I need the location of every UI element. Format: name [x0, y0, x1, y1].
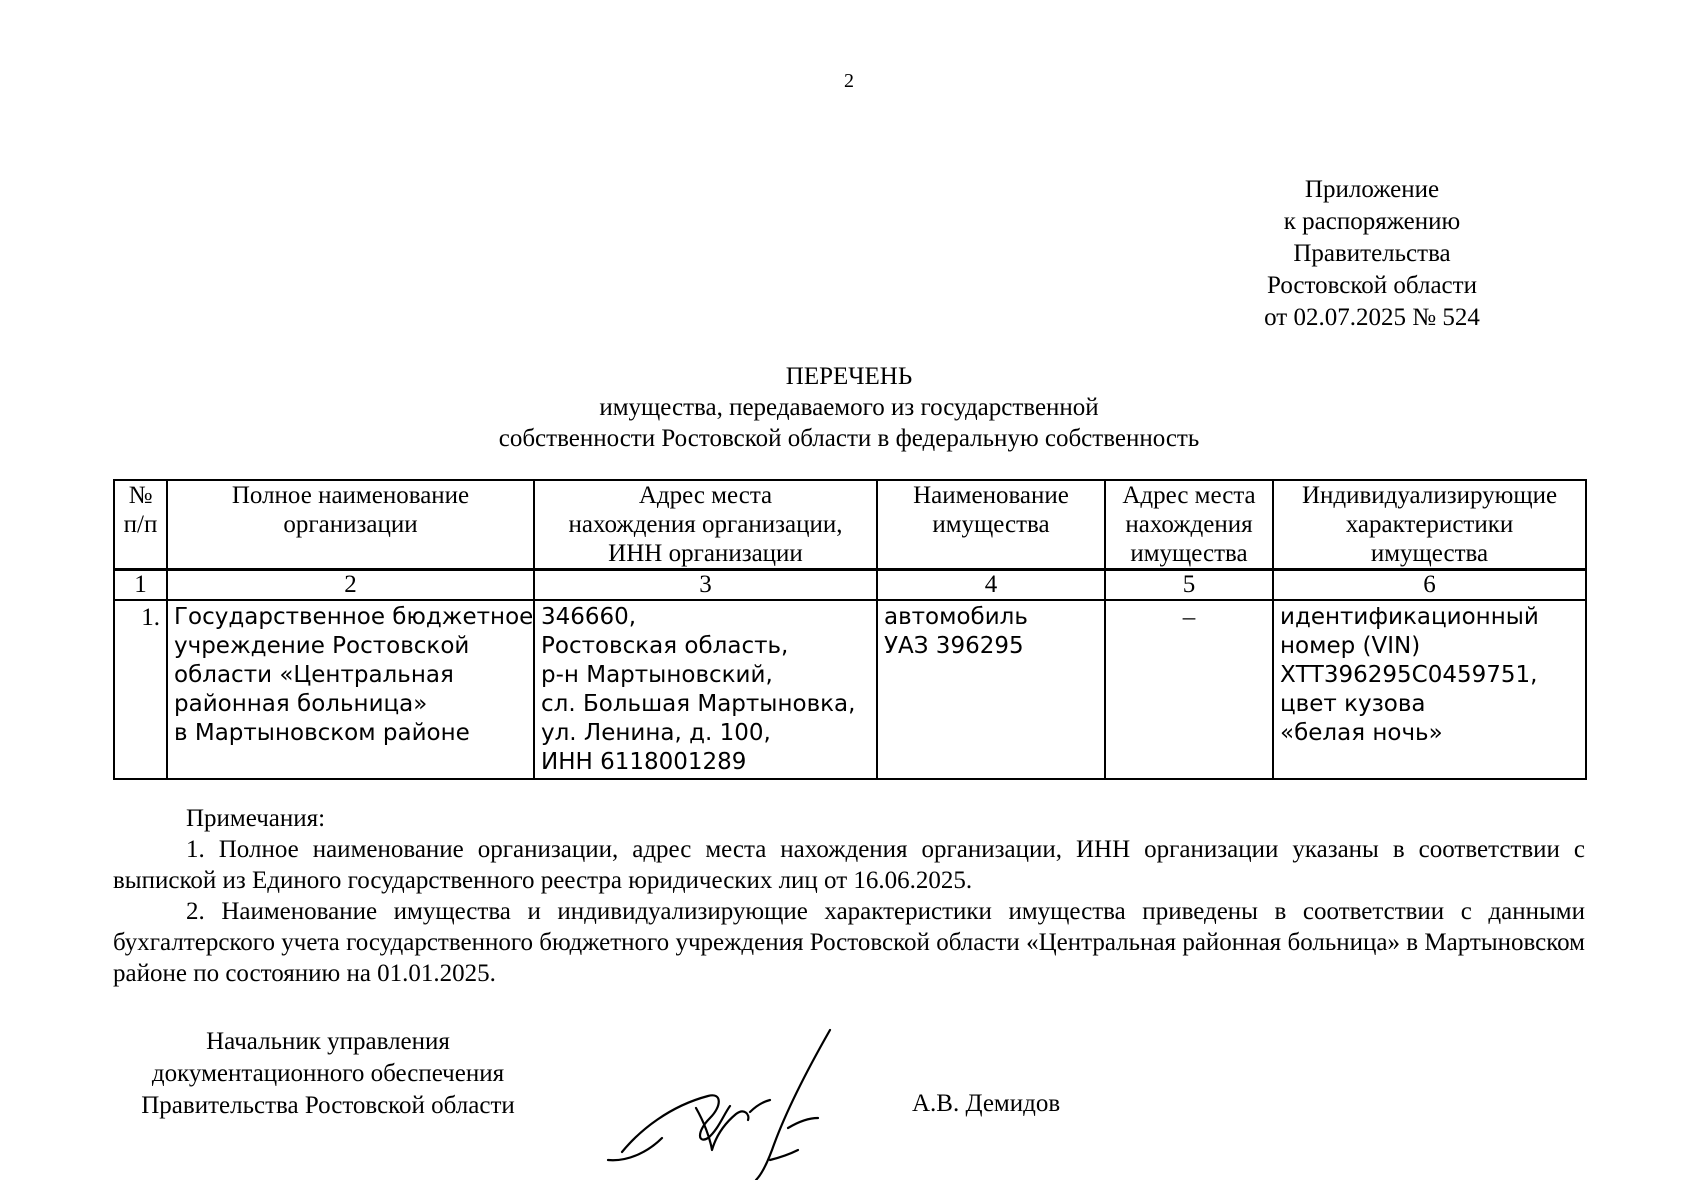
- column-number-cell: 4: [877, 570, 1105, 601]
- signer-title: [113, 1026, 543, 1122]
- header-text: имущества: [932, 511, 1050, 538]
- appendix-line: Правительства: [1293, 240, 1451, 267]
- cell-line: Ростовская область,: [541, 633, 789, 659]
- header-cell-property-name: [877, 480, 1105, 570]
- header-text: Полное наименование: [231, 482, 470, 509]
- cell-line: сл. Большая Мартыновка,: [541, 691, 856, 717]
- table-row: [114, 600, 1586, 779]
- cell-line: области «Центральная: [174, 662, 454, 688]
- notes-section: [113, 803, 1585, 989]
- header-text: нахождения: [1125, 511, 1253, 538]
- signer-name: А.В. Демидов: [912, 1090, 1061, 1117]
- property-table: [113, 479, 1587, 780]
- cell-line: 346660,: [541, 604, 637, 630]
- note-item: 1. Полное наименование организации, адрес места нахождения организации, ИНН организации указаны в соответствии с выпиской из Единого государственного реестра юридических лиц от 16.06.2025.: [113, 836, 1585, 894]
- column-number-cell: 1: [114, 570, 167, 601]
- cell-line: ул. Ленина, д. 100,: [541, 720, 771, 746]
- header-text: имущества: [1370, 540, 1489, 567]
- cell-line: ИНН 6118001289: [541, 749, 747, 775]
- note-item: 2. Наименование имущества и индивидуализирующие характеристики имущества приведены в соответствии с данными бухгалтерского учета государственного бюджетного учреждения Ростовской области «Центральная районная больница» в Мартыновском районе по состоянию на 01.01.2025.: [113, 898, 1585, 987]
- org-address-cell: [534, 600, 877, 779]
- cell-line: «белая ночь»: [1280, 720, 1443, 746]
- header-text: Индивидуализирующие: [1301, 482, 1558, 509]
- characteristics-cell: [1273, 600, 1586, 779]
- cell-line: Государственное бюджетное: [174, 604, 534, 630]
- header-text: характеристики: [1345, 511, 1514, 538]
- signer-title-line: документационного обеспечения: [151, 1060, 505, 1087]
- cell-line: ХТТ396295С0459751,: [1280, 662, 1538, 688]
- title-subtitle-line: имущества, передаваемого из государственной: [599, 394, 1099, 421]
- cell-line: идентификационный: [1280, 604, 1539, 630]
- header-cell-org-address: [534, 480, 877, 570]
- row-number-cell: 1.: [114, 600, 167, 779]
- column-number-cell: 2: [167, 570, 534, 601]
- header-cell-characteristics: [1273, 480, 1586, 570]
- header-text: Наименование: [913, 482, 1069, 509]
- cell-line: автомобиль: [884, 604, 1028, 630]
- appendix-line: от 02.07.2025 № 524: [1264, 304, 1480, 331]
- header-text: ИНН организации: [608, 540, 803, 567]
- cell-line: УАЗ 396295: [884, 633, 1024, 659]
- column-number-row: [114, 570, 1586, 601]
- header-text: Адрес места: [1122, 482, 1256, 509]
- column-number-cell: 5: [1105, 570, 1273, 601]
- header-text: организации: [283, 511, 418, 538]
- appendix-line: к распоряжению: [1283, 208, 1461, 235]
- cell-line: цвет кузова: [1280, 691, 1426, 717]
- header-text: нахождения организации,: [568, 511, 843, 538]
- signer-title-line: Правительства Ростовской области: [141, 1092, 515, 1119]
- document-title: [0, 361, 1698, 454]
- property-name-cell: [877, 600, 1105, 779]
- cell-line: районная больница»: [174, 691, 428, 717]
- column-number-cell: 6: [1273, 570, 1586, 601]
- header-cell-property-address: [1105, 480, 1273, 570]
- header-text: Адрес места: [638, 482, 773, 509]
- appendix-line: Ростовской области: [1267, 272, 1477, 299]
- header-text: имущества: [1130, 540, 1248, 567]
- header-cell-organization: [167, 480, 534, 570]
- cell-line: в Мартыновском районе: [174, 720, 470, 746]
- header-cell-number: [114, 480, 167, 570]
- appendix-line: Приложение: [1304, 176, 1440, 203]
- handwritten-signature: [600, 1010, 900, 1180]
- appendix-header: [1200, 174, 1544, 334]
- notes-heading: Примечания:: [186, 805, 326, 832]
- property-address-cell: –: [1105, 600, 1273, 779]
- column-number-cell: 3: [534, 570, 877, 601]
- title-subtitle-line: собственности Ростовской области в федеральную собственность: [498, 425, 1200, 452]
- header-text: №: [128, 482, 153, 509]
- page-number: 2: [844, 70, 854, 92]
- signer-title-line: Начальник управления: [206, 1028, 450, 1055]
- title-heading: ПЕРЕЧЕНЬ: [785, 363, 913, 390]
- organization-cell: [167, 600, 534, 779]
- cell-line: р-н Мартыновский,: [541, 662, 773, 688]
- cell-line: номер (VIN): [1280, 633, 1421, 659]
- cell-line: учреждение Ростовской: [174, 633, 470, 659]
- table-header-row: [114, 480, 1586, 570]
- header-text: п/п: [123, 511, 158, 538]
